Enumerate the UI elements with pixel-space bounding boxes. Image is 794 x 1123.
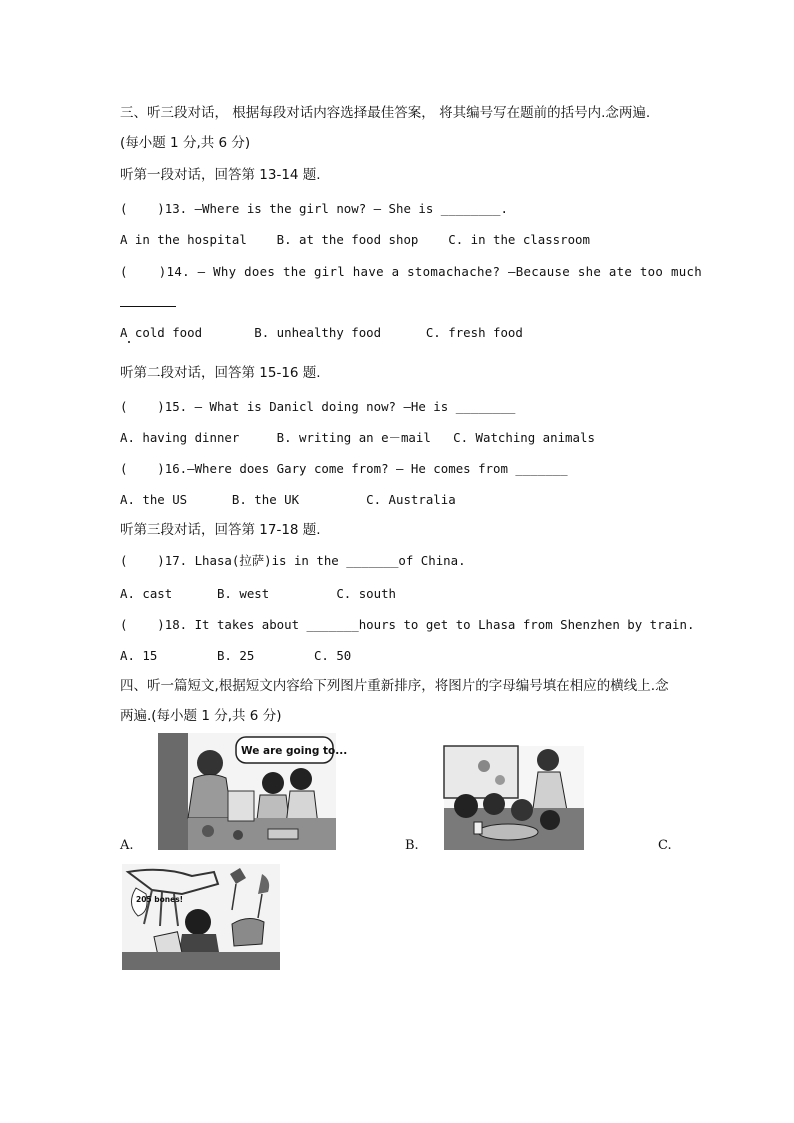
question-13-options: A in the hospital B. at the food shop C. in the classroom — [120, 232, 590, 247]
question-14: ( )14. — Why does the girl have a stomachache? —Because she ate too much — [120, 264, 702, 279]
answer-blank-line — [120, 306, 176, 307]
picture-a-illustration — [158, 733, 348, 850]
question-18: ( )18. It takes about _______hours to get to Lhasa from Shenzhen by train. — [120, 617, 695, 632]
question-14-options: A cold food B. unhealthy food C. fresh food — [120, 325, 523, 340]
picture-c-label: C. — [658, 838, 672, 853]
picture-c-note: 205 bones! — [136, 895, 184, 904]
question-16: ( )16.—Where does Gary come from? — He comes from _______ — [120, 461, 568, 476]
picture-c-illustration — [122, 864, 280, 970]
dialog1-intro: 听第一段对话，回答第 13-14 题. — [120, 167, 321, 183]
question-15-options: A. having dinner B. writing an e－mail C. Watching animals — [120, 430, 595, 445]
section4-heading-cont: 两遍.(每小题 1 分,共 6 分) — [120, 708, 282, 724]
section3-score: (每小题 1 分,共 6 分) — [120, 135, 251, 151]
dialog3-intro: 听第三段对话，回答第 17-18 题. — [120, 522, 321, 538]
question-16-options: A. the US B. the UK C. Australia — [120, 492, 456, 507]
question-15: ( )15. — What is Danicl doing now? —He is ________ — [120, 399, 516, 414]
question-18-options: A. 15 B. 25 C. 50 — [120, 648, 352, 663]
question-13: ( )13. —Where is the girl now? — She is ________. — [120, 201, 508, 216]
section4-heading: 四、听一篇短文,根据短文内容给下列图片重新排序，将图片的字母编号填在相应的横线上.念 — [120, 678, 669, 694]
picture-a-label: A. — [120, 838, 134, 853]
picture-b — [444, 746, 584, 850]
picture-b-label: B. — [405, 838, 419, 853]
picture-a-bubble-text: We are going to... — [241, 745, 348, 757]
question-17-options: A. cast B. west C. south — [120, 586, 397, 601]
picture-c — [122, 864, 280, 970]
picture-b-illustration — [444, 746, 584, 850]
dialog2-intro: 听第二段对话，回答第 15-16 题. — [120, 365, 321, 381]
question-17: ( )17. Lhasa(拉萨)is in the _______of China. — [120, 553, 466, 568]
section3-heading: 三、听三段对话， 根据每段对话内容选择最佳答案， 将其编号写在题前的括号内.念两遍. — [120, 105, 651, 121]
dot-mark — [128, 341, 130, 343]
picture-a — [158, 733, 348, 850]
